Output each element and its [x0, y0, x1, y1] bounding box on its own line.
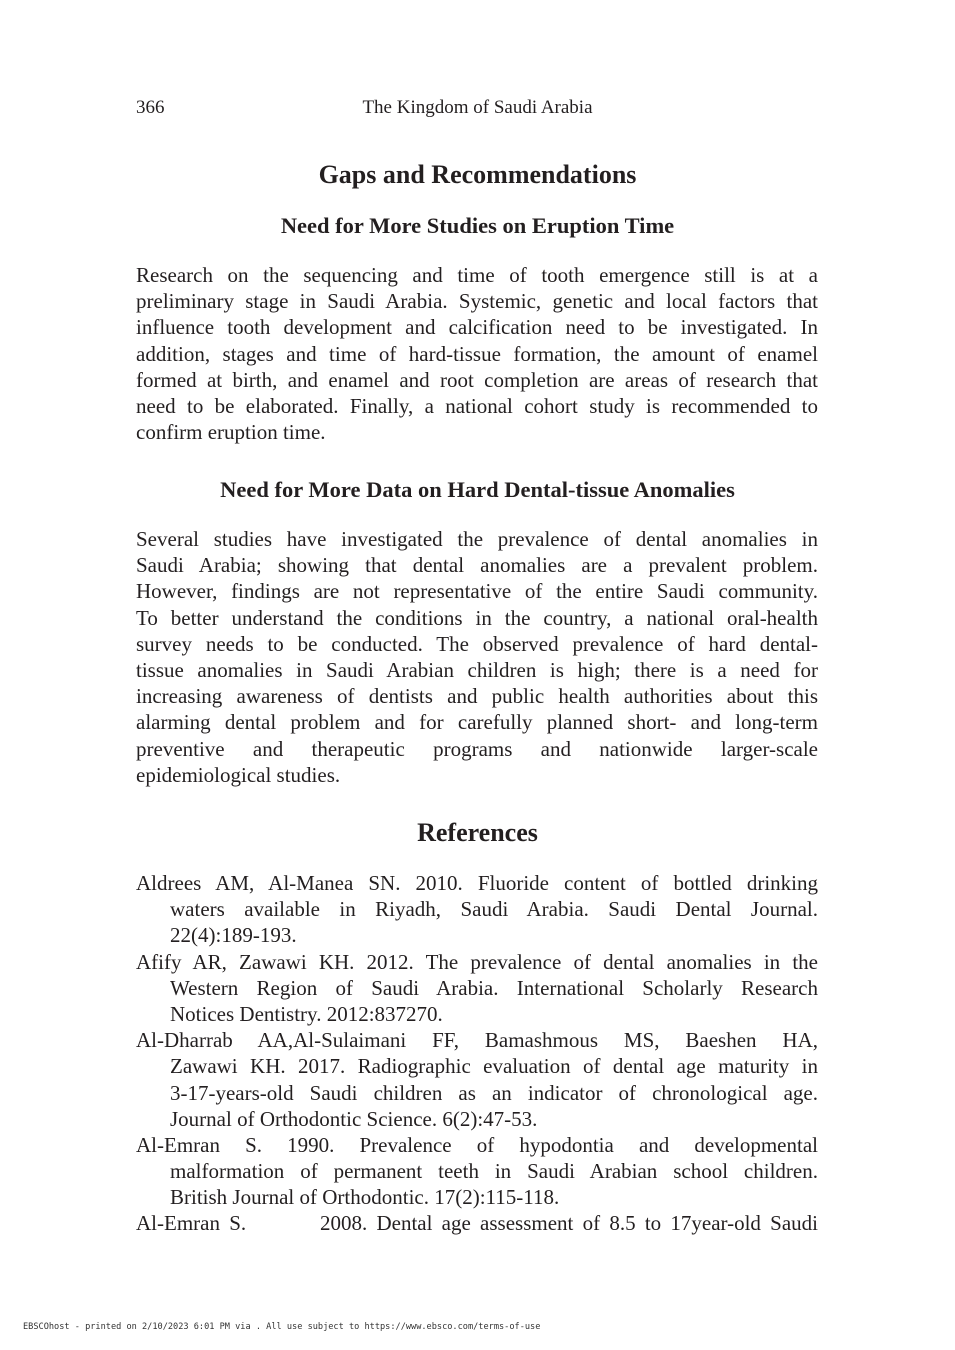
references-heading: References	[417, 818, 538, 847]
text-line: However, findings are not representative of the entire Saudi community.	[136, 579, 818, 604]
text-line: Several studies have investigated the prevalence of dental anomalies in	[136, 527, 818, 551]
text-line: Notices Dentistry. 2012:837270.	[170, 1001, 443, 1026]
text-line: 22(4):189-193.	[170, 923, 297, 948]
print-footer: EBSCOhost - printed on 2/10/2023 6:01 PM via . All use subject to https://www.ebsco.com/terms-of-use	[23, 1322, 541, 1332]
text-line: Saudi Arabia; showing that dental anomalies are a prevalent problem.	[136, 553, 818, 578]
text-line: formed at birth, and enamel and root completion are areas of research that	[136, 367, 818, 392]
page-number: 366	[136, 97, 165, 118]
text-line: Journal of Orthodontic Science. 6(2):47-53.	[170, 1106, 538, 1131]
text-line: waters available in Riyadh, Saudi Arabia. Saudi Dental Journal.	[170, 897, 818, 922]
text-line: Zawawi KH. 2017. Radiographic evaluation of dental age maturity in	[170, 1054, 818, 1079]
reference-entry	[136, 870, 818, 949]
text-line: influence tooth development and calcification need to be investigated. In	[136, 315, 818, 340]
text-line: Afify AR, Zawawi KH. 2012. The prevalence of dental anomalies in the	[136, 949, 818, 974]
text-line: Al-Emran S. 1990. Prevalence of hypodontia and developmental	[136, 1132, 818, 1157]
text-line: tissue anomalies in Saudi Arabian children is high; there is a need for	[136, 657, 818, 682]
text-line: increasing awareness of dentists and public health authorities about this	[136, 684, 818, 709]
reference-list	[136, 870, 818, 1237]
section-heading-anomalies: Need for More Data on Hard Dental-tissue Anomalies	[220, 477, 735, 502]
text-line: preventive and therapeutic programs and nationwide larger-scale	[136, 736, 818, 761]
text-line: malformation of permanent teeth in Saudi Arabian school children.	[170, 1159, 818, 1184]
text-line: alarming dental problem and for carefully planned short- and long-term	[136, 710, 818, 735]
text-line: 3-17-years-old Saudi children as an indicator of chronological age.	[170, 1080, 818, 1105]
text-line: need to be elaborated. Finally, a national cohort study is recommended to	[136, 393, 818, 418]
text-line: confirm eruption time.	[136, 420, 326, 445]
text-line: To better understand the conditions in the country, a national oral-health	[136, 605, 818, 630]
page-title: Gaps and Recommendations	[318, 160, 637, 189]
text-line: preliminary stage in Saudi Arabia. Systemic, genetic and local factors that	[136, 289, 818, 314]
text-line: Research on the sequencing and time of tooth emergence still is at a	[136, 263, 818, 287]
running-title: The Kingdom of Saudi Arabia	[362, 97, 593, 118]
reference-entry	[136, 1027, 818, 1132]
text-line: British Journal of Orthodontic. 17(2):115-118.	[170, 1185, 560, 1210]
text-line: survey needs to be conducted. The observed prevalence of hard dental-	[136, 631, 818, 656]
text-line: Western Region of Saudi Arabia. International Scholarly Research	[170, 975, 818, 1000]
text-line: Aldrees AM, Al-Manea SN. 2010. Fluoride content of bottled drinking	[136, 871, 818, 895]
section-heading-eruption: Need for More Studies on Eruption Time	[280, 213, 675, 238]
reference-entry	[136, 1210, 818, 1236]
paragraph-anomalies	[136, 526, 818, 788]
reference-entry	[136, 1132, 818, 1211]
paragraph-eruption	[136, 262, 818, 445]
text-line: Al-Dharrab AA,Al-Sulaimani FF, Bamashmous MS, Baeshen HA,	[136, 1028, 818, 1053]
text-line: epidemiological studies.	[136, 762, 341, 787]
reference-entry	[136, 949, 818, 1028]
text-line: addition, stages and time of hard-tissue formation, the amount of enamel	[136, 341, 818, 366]
text-line: Al-Emran S. 2008. Dental age assessment of 8.5 to 17year-old Saudi	[136, 1211, 818, 1236]
